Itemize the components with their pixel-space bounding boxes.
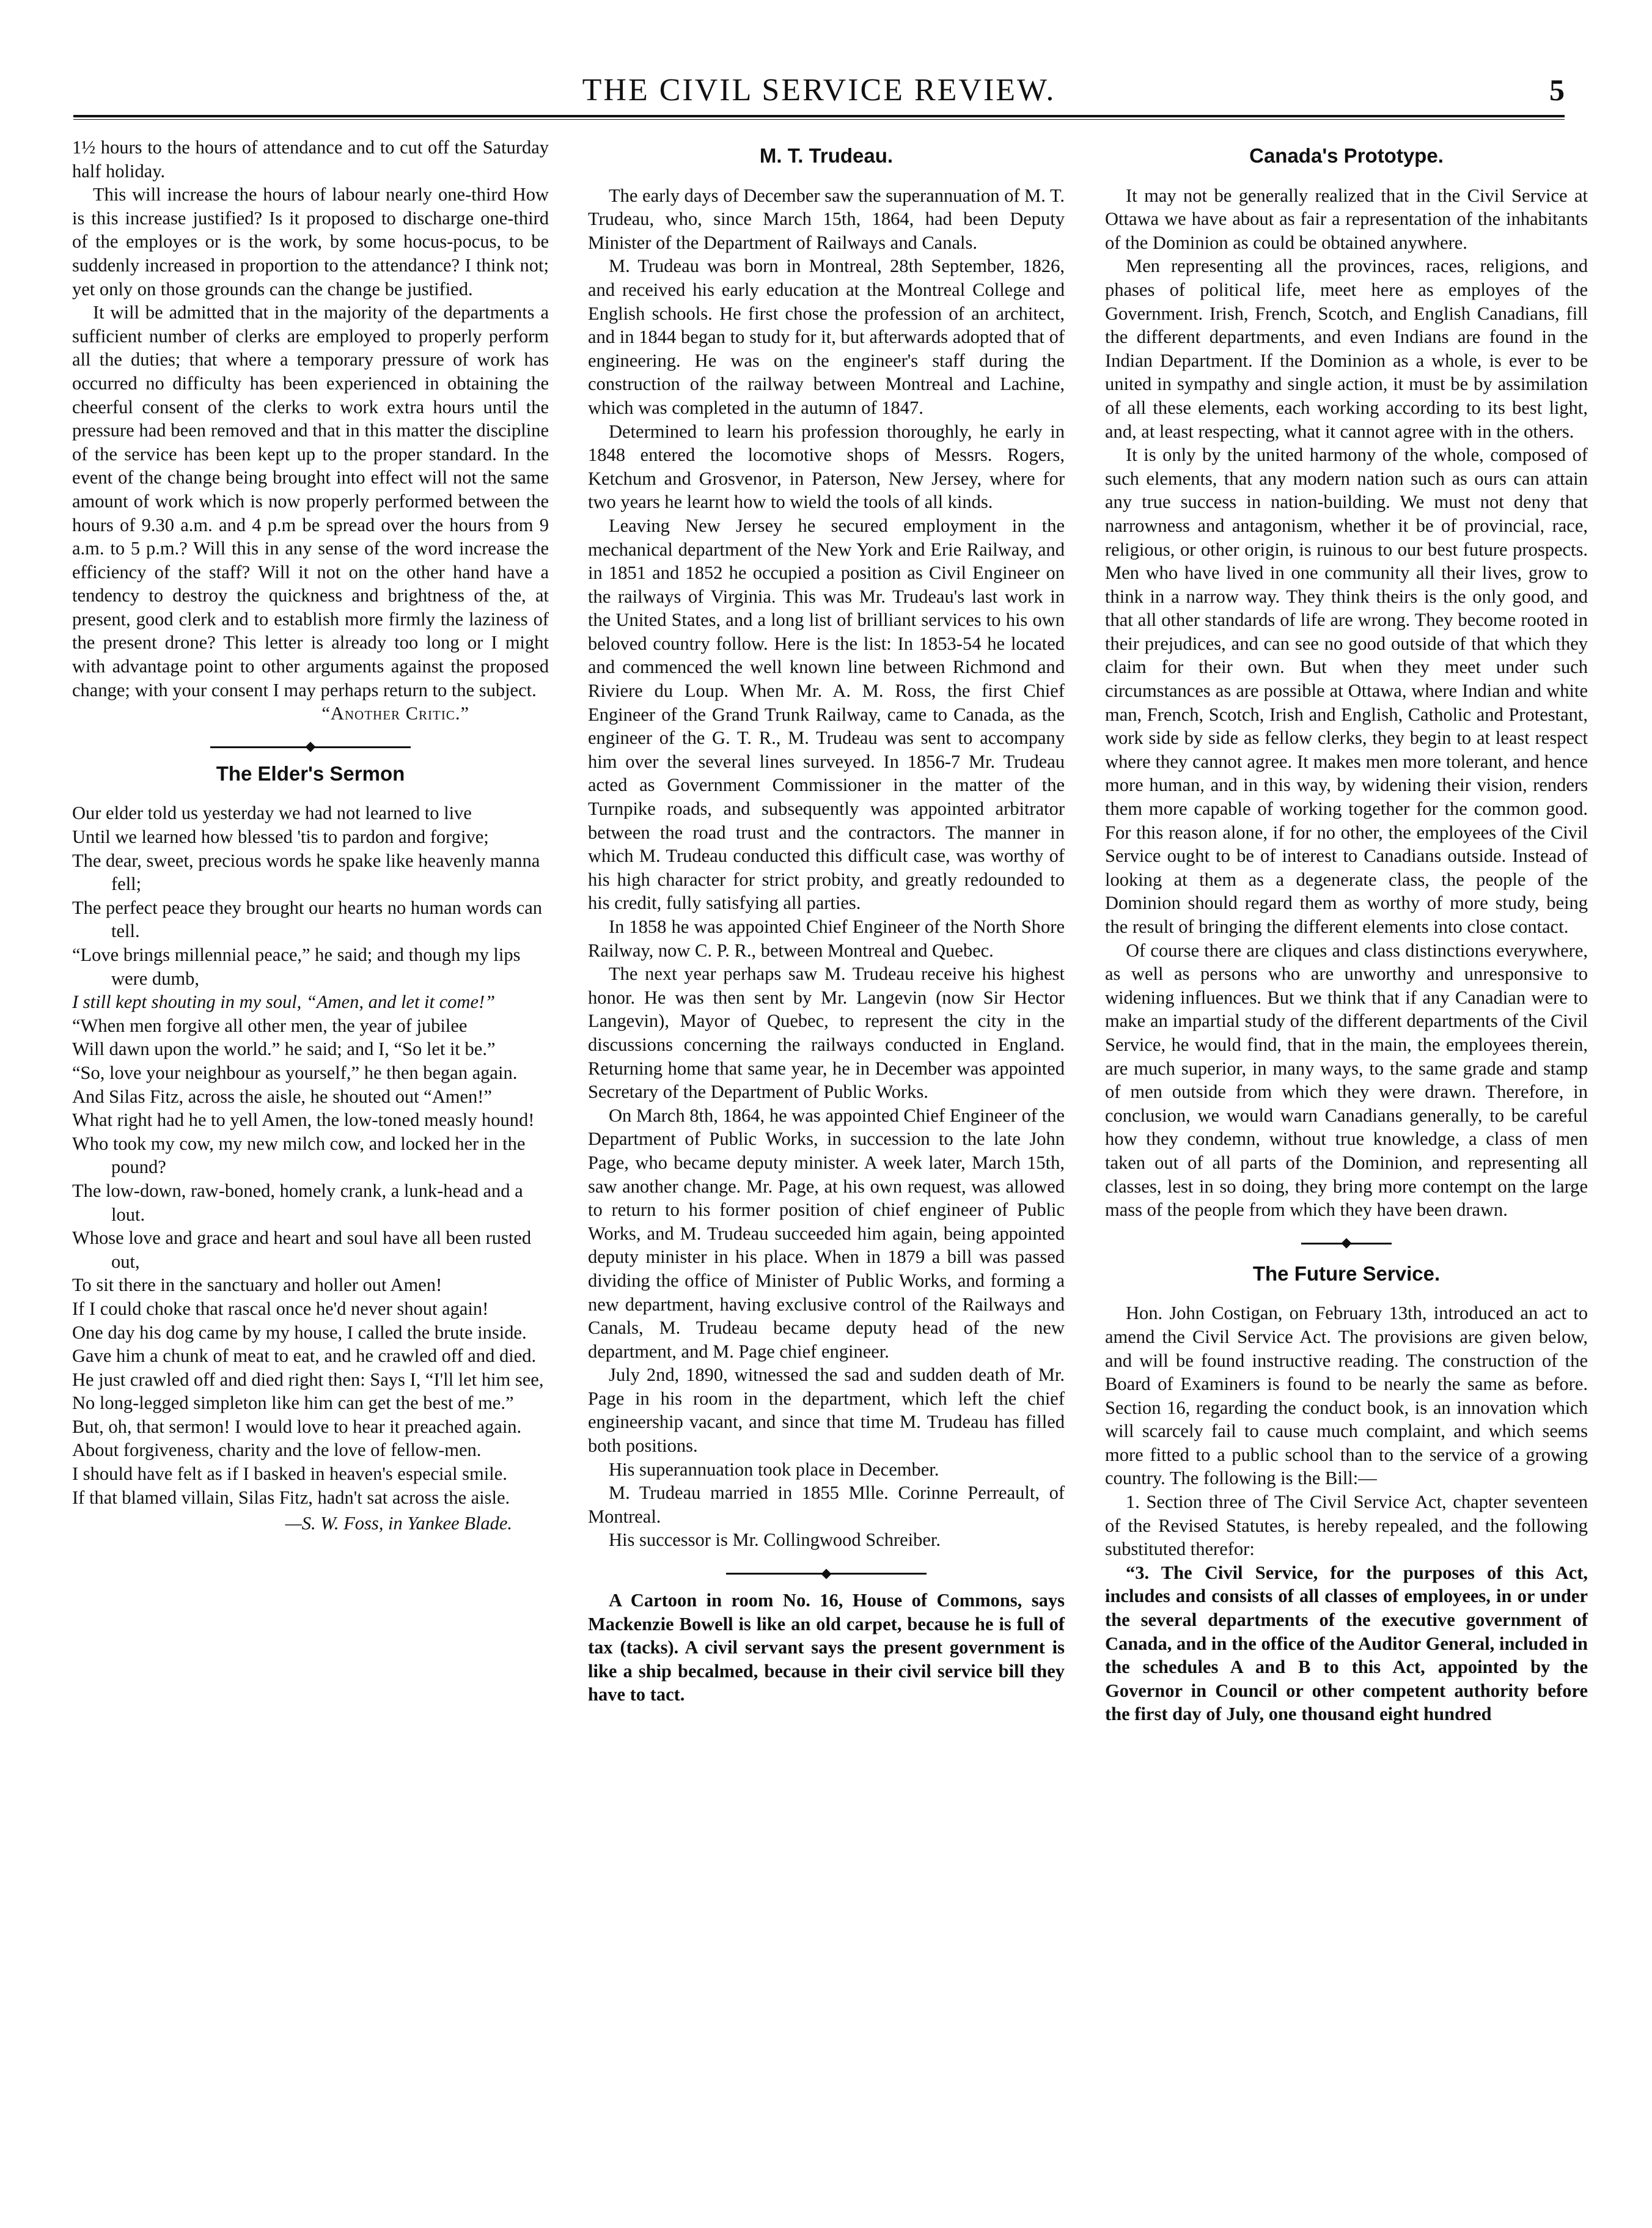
prototype-paragraph: Men representing all the provinces, races, religions, and phases of political life, meet here as employes of the Government. Irish, French, Scotch, and English Canadians, fill the different departments, and even Indians are found in the Indian Department. If the Dominion as a whole, is ever to be united in sympathy and single action, it must be by assimilation of all these elements, each working according to its best light, and, at least respecting, what it cannot agree with in the others. bbox=[1105, 256, 1588, 442]
column-middle bbox=[588, 136, 1065, 1707]
poem-line: Until we learned how blessed 'tis to pardon and forgive; bbox=[72, 826, 489, 848]
poem-line: And Silas Fitz, across the aisle, he shouted out “Amen!” bbox=[72, 1086, 492, 1107]
trudeau-paragraph: His successor is Mr. Collingwood Schreiber. bbox=[609, 1529, 941, 1551]
future-article-title: The Future Service. bbox=[1252, 1262, 1441, 1285]
trudeau-paragraph: Leaving New Jersey he secured employment in the mechanical department of the New York and Erie Railway, and in 1851 and 1852 he occupied a position as Civil Engineer on the railways of Virginia. This was Mr. Trudeau's last work in the United States, and a long list of brilliant services to his own beloved country follow. Here is the list: In 1853-54 he located and commenced the well known line between Richmond and Riviere du Loup. When Mr. A. M. Ross, the first Chief Engineer of the Grand Trunk Railway, came to Canada, as the engineer of the G. T. R., M. Trudeau was sent to accompany him over the several lines surveyed. In 1856-7 Mr. Trudeau acted as Government Commissioner in the matter of the Turnpike roads, and subsequently was appointed arbitrator between the road trust and the contractors. The manner in which M. Trudeau conducted this difficult case, was worthy of his high character for strict probity, and greatly redounded to his credit, fully satisfying all parties. bbox=[588, 515, 1065, 914]
letter-paragraph: This will increase the hours of labour nearly one-third How is this increase justified? Is it proposed to discharge one-third of the employes or is the work, by some hocus-pocus, to be suddenly increased in proportion to the attendance? I think not; yet only on those grounds can the change be justified. bbox=[72, 184, 549, 300]
trudeau-paragraph: In 1858 he was appointed Chief Engineer of the North Shore Railway, now C. P. R., between Montreal and Quebec. bbox=[588, 916, 1065, 961]
prototype-article-title: Canada's Prototype. bbox=[1249, 144, 1444, 167]
cartoon-note bbox=[588, 1589, 1065, 1707]
trudeau-paragraph: His superannuation took place in December. bbox=[609, 1458, 939, 1480]
poem-line: But, oh, that sermon! I would love to hear it preached again. bbox=[72, 1416, 522, 1437]
letter-signature: “Another Critic.” bbox=[321, 703, 469, 724]
poem-line: Gave him a chunk of meat to eat, and he crawled off and died. bbox=[72, 1345, 537, 1367]
column-right bbox=[1105, 136, 1588, 1726]
poem-line: Will dawn upon the world.” he said; and I, “So let it be.” bbox=[72, 1039, 496, 1060]
trudeau-article-title: M. T. Trudeau. bbox=[759, 144, 894, 167]
poem-line: “When men forgive all other men, the year of jubilee bbox=[72, 1015, 468, 1036]
prototype-paragraph: It may not be generally realized that in the Civil Service at Ottawa we have about as fair a representation of the inhabitants of the Dominion as could be obtained anywhere. bbox=[1105, 185, 1588, 253]
prototype-paragraph: Of course there are cliques and class distinctions everywhere, as well as persons who are unworthy and unresponsive to widening influences. But we think that if any Canadian were to make an impartial study of the different departments of the Civil Service, he would find, that in the main, the employees therein, are much superior, in many ways, to the same grade and stamp of men outside from which they were drawn. Therefore, in conclusion, we would warn Canadians generally, to be careful how they condemn, without true knowledge, a class of men taken out of all parts of the Dominion, and representing all classes, lest in so doing, they bring more contempt on the large mass of the people from which they have been drawn. bbox=[1105, 939, 1588, 1221]
poem-line: I still kept shouting in my soul, “Amen, and let it come!” bbox=[72, 991, 496, 1013]
future-paragraph: “3. The Civil Service, for the purposes of this Act, includes and consists of all classes of employees, in or under the several departments of the executive government of Canada, and in the office of the Auditor General, included in the schedules A and B to this Act, appointed by the Governor in Council or other competent authority before the first day of July, one thousand eight hundred bbox=[1105, 1562, 1588, 1725]
poem-line: No long-legged simpleton like him can get the best of me.” bbox=[72, 1392, 514, 1414]
poem-line: He just crawled off and died right then: Says I, “I'll let him see, bbox=[72, 1369, 544, 1390]
poem-line: What right had he to yell Amen, the low-toned measly hound! bbox=[72, 1109, 535, 1131]
publication-title: THE CIVIL SERVICE REVIEW. bbox=[582, 73, 1056, 108]
trudeau-paragraph: M. Trudeau married in 1855 Mlle. Corinne Perreault, of Montreal. bbox=[588, 1482, 1065, 1527]
section-ornament bbox=[588, 1565, 1065, 1580]
poem-line: “Love brings millennial peace,” he said; and though my lips were dumb, bbox=[72, 944, 521, 989]
poem bbox=[72, 801, 549, 1535]
poem-line: “So, love your neighbour as yourself,” he then began again. bbox=[72, 1062, 518, 1083]
poem-line: I should have felt as if I basked in heaven's especial smile. bbox=[72, 1463, 507, 1485]
poem-line: Our elder told us yesterday we had not learned to live bbox=[72, 803, 472, 824]
poem-line: One day his dog came by my house, I called the brute inside. bbox=[72, 1322, 527, 1343]
header-rule bbox=[73, 115, 1565, 120]
trudeau-paragraph: On March 8th, 1864, he was appointed Chief Engineer of the Department of Public Works, in succession to the late John Page, who became deputy minister. A week later, March 15th, saw another change. Mr. Page, at his own request, was allowed to return to his former position of chief engineer of Public Works, and M. Trudeau succeeded him again, being appointed deputy minister in his place. When in 1879 a bill was passed dividing the office of Minister of Public Works, and forming a new department, having exclusive control of the Railways and Canals, M. Trudeau became deputy head of the new department, and M. Page chief engineer. bbox=[588, 1105, 1065, 1362]
trudeau-paragraph: July 2nd, 1890, witnessed the sad and sudden death of Mr. Page in his room in the department, which left the chief engineership vacant, and since that time M. Trudeau has filled both positions. bbox=[588, 1364, 1065, 1457]
future-paragraph: Hon. John Costigan, on February 13th, introduced an act to amend the Civil Service Act. The provisions are given below, and will be found instructive reading. The construction of the Board of Examiners is found to be nearly the same as before. Section 16, regarding the conduct book, is an innovation which will scarcely fail to cause much complaint, and which seems more fitted to a public school than to the service of a growing country. The following is the Bill:— bbox=[1105, 1303, 1588, 1489]
poem-line: If that blamed villain, Silas Fitz, hadn't sat across the aisle. bbox=[72, 1487, 510, 1508]
column-left bbox=[72, 136, 549, 1535]
poem-line: Who took my cow, my new milch cow, and locked her in the pound? bbox=[72, 1133, 526, 1178]
poem-line: About forgiveness, charity and the love of fellow-men. bbox=[72, 1439, 482, 1461]
future-paragraph: 1. Section three of The Civil Service Act, chapter seventeen of the Revised Statutes, is hereby repealed, and the following substituted therefor: bbox=[1105, 1491, 1588, 1560]
trudeau-paragraph: The next year perhaps saw M. Trudeau receive his highest honor. He was then sent by Mr. Langevin (now Sir Hector Langevin), Mayor of Quebec, to represent the city in the discussions concerning the railways conducted in England. Returning home that same year, he in December was appointed Secretary of the Department of Public Works. bbox=[588, 963, 1065, 1103]
poem-line: To sit there in the sanctuary and holler out Amen! bbox=[72, 1274, 442, 1296]
trudeau-paragraph: The early days of December saw the superannuation of M. T. Trudeau, who, since March 15th, 1864, had been Deputy Minister of the Department of Railways and Canals. bbox=[588, 185, 1065, 253]
cartoon-paragraph: A Cartoon in room No. 16, House of Commons, says Mackenzie Bowell is like an old carpet, because he is full of tax (tacks). A civil servant says the present government is like a ship becalmed, because in their civil service bill they have to tact. bbox=[588, 1590, 1065, 1705]
poem-attribution: —S. W. Foss, in Yankee Blade. bbox=[285, 1513, 512, 1534]
section-ornament bbox=[72, 739, 549, 754]
trudeau-paragraph: M. Trudeau was born in Montreal, 28th September, 1826, and received his early education at the Montreal College and English schools. He first chose the profession of an architect, and in 1844 began to study for it, but afterwards adopted that of engineering. He was on the engineer's staff during the construction of the railway between Montreal and Lachine, which was completed in the autumn of 1847. bbox=[588, 256, 1065, 418]
page-header bbox=[73, 72, 1565, 121]
section-ornament bbox=[1105, 1235, 1588, 1250]
poem-line: The low-down, raw-boned, homely crank, a lunk-head and a lout. bbox=[72, 1180, 523, 1225]
letter-paragraph: It will be admitted that in the majority of the departments a sufficient number of clerks are employed to properly perform all the duties; that where a temporary pressure of work has occurred no difficulty has been experienced in obtaining the cheerful consent of the clerks to work extra hours until the pressure had been removed and that in this matter the discipline of the service has been kept up to the proper standard. In the event of the change being brought into effect will not the same amount of work which is now properly performed between the hours of 9.30 a.m. and 4 p.m be spread over the hours from 9 a.m. to 5 p.m.? Will this in any sense of the word increase the efficiency of the staff? Will it not on the other hand have a tendency to destroy the quickness and brightness of the, at present, good clerk and to establish more firmly the laziness of the present drone? This letter is already too long or I might with advantage point to other arguments against the proposed change; with your consent I may perhaps return to the subject. bbox=[72, 302, 549, 700]
poem-line: The dear, sweet, precious words he spake like heavenly manna fell; bbox=[72, 850, 540, 895]
poem-line: The perfect peace they brought our hearts no human words can tell. bbox=[72, 897, 542, 942]
prototype-paragraph: It is only by the united harmony of the whole, composed of such elements, that any modern nation such as ours can attain any true success in nation-building. We must not deny that narrowness and antagonism, whether it be of provincial, race, religious, or other origin, is ruinous to our best future prospects. Men who have lived in one community all their lives, grow to think in a narrow way. They think theirs is the only good, and that all other standards of life are wrong. They become rooted in their prejudices, and can see no good outside of that which they claim for their own. But when they meet under such circumstances as are possible at Ottawa, where Indian and white man, French, Scotch, Irish and English, Catholic and Protestant, work side by side as fellow clerks, they begin to at least respect where they cannot agree. It makes men more tolerant, and hence more human, and in this way, by widening their vision, renders them more capable of working together for the common good. For this reason alone, if for no other, the employees of the Civil Service ought to be of interest to Canadians outside. Instead of looking at them as a degenerate class, the people of the Dominion should regard them as worthy of more study, being the result of bringing the different elements into close contact. bbox=[1105, 444, 1588, 937]
poem-title: The Elder's Sermon bbox=[216, 762, 405, 785]
trudeau-paragraph: Determined to learn his profession thoroughly, he early in 1848 entered the locomotive shops of Messrs. Rogers, Ketchum and Grosvenor, in Paterson, New Jersey, where for two years he learnt how to wield the tools of all kinds. bbox=[588, 421, 1065, 513]
poem-line: If I could choke that rascal once he'd never shout again! bbox=[72, 1298, 489, 1319]
letter-paragraph: 1½ hours to the hours of attendance and to cut off the Saturday half holiday. bbox=[72, 137, 549, 182]
page-number: 5 bbox=[1549, 73, 1565, 107]
poem-line: Whose love and grace and heart and soul have all been rusted out, bbox=[72, 1227, 532, 1272]
